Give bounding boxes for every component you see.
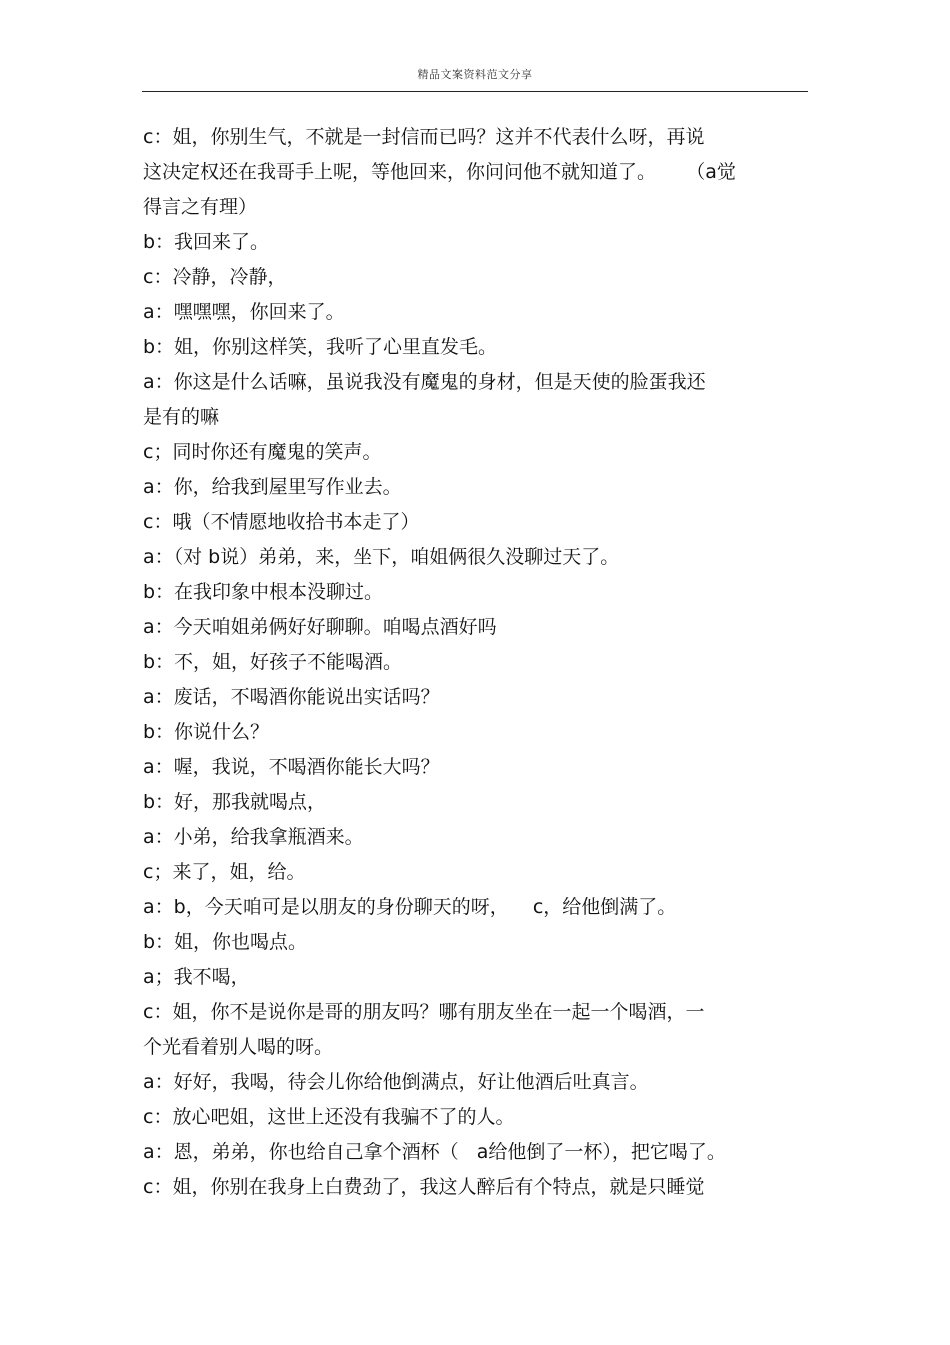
text-line: c：姐，你别生气，不就是一封信而已吗？这并不代表什么呀，再说: [143, 126, 705, 148]
text-line: b：姐，你别这样笑，我听了心里直发毛。: [143, 336, 498, 358]
header-divider: [142, 91, 808, 92]
text-line: a：好好，我喝，待会儿你给他倒满点，好让他酒后吐真言。: [143, 1071, 649, 1093]
text-line: c：姐，你不是说你是哥的朋友吗？哪有朋友坐在一起一个喝酒，一: [143, 1001, 705, 1023]
text-line: a：嘿嘿嘿，你回来了。: [143, 301, 345, 323]
text-line: c；来了，姐，给。: [143, 861, 306, 883]
text-line: b：在我印象中根本没聊过。: [143, 581, 384, 603]
text-line: b：我回来了。: [143, 231, 270, 253]
text-line: c：姐，你别在我身上白费劲了，我这人醉后有个特点，就是只睡觉: [143, 1176, 705, 1198]
text-line: b：不，姐，好孩子不能喝酒。: [143, 651, 403, 673]
text-line: b：姐，你也喝点。: [143, 931, 308, 953]
text-line: c：冷静，冷静，: [143, 266, 287, 288]
text-line: b：你说什么？: [143, 721, 270, 743]
text-line: a：小弟，给我拿瓶酒来。: [143, 826, 364, 848]
text-line: c；同时你还有魔鬼的笑声。: [143, 441, 382, 463]
text-line: a：（对 b说）弟弟，来，坐下，咱姐俩很久没聊过天了。: [143, 546, 620, 568]
text-line: a：废话，不喝酒你能说出实话吗？: [143, 686, 440, 708]
text-line: 个光看着别人喝的呀。: [143, 1036, 334, 1058]
text-line: c：哦（不情愿地收拾书本走了）: [143, 511, 420, 533]
page-header: 精品文案资料范文分享: [417, 68, 533, 81]
text-line: a：你这是什么话嘛，虽说我没有魔鬼的身材，但是天使的脸蛋我还: [143, 371, 706, 393]
text-line: a；我不喝，: [143, 966, 250, 988]
text-line: a：喔，我说，不喝酒你能长大吗？: [143, 756, 440, 778]
text-line: 得言之有理）: [143, 196, 258, 218]
text-line: c：放心吧姐，这世上还没有我骗不了的人。: [143, 1106, 515, 1128]
text-line: 这决定权还在我哥手上呢，等他回来，你问问他不就知道了。 （a觉: [143, 161, 736, 183]
text-line: 是有的嘛: [143, 406, 220, 428]
text-line: b：好，那我就喝点，: [143, 791, 327, 813]
text-line: a：b，今天咱可是以朋友的身份聊天的呀， c，给他倒满了。: [143, 896, 677, 918]
text-line: a：你，给我到屋里写作业去。: [143, 476, 402, 498]
text-line: a：今天咱姐弟俩好好聊聊。咱喝点酒好吗: [143, 616, 497, 638]
document-body: [143, 120, 803, 1205]
text-line: a：恩，弟弟，你也给自己拿个酒杯（ a给他倒了一杯），把它喝了。: [143, 1141, 726, 1163]
